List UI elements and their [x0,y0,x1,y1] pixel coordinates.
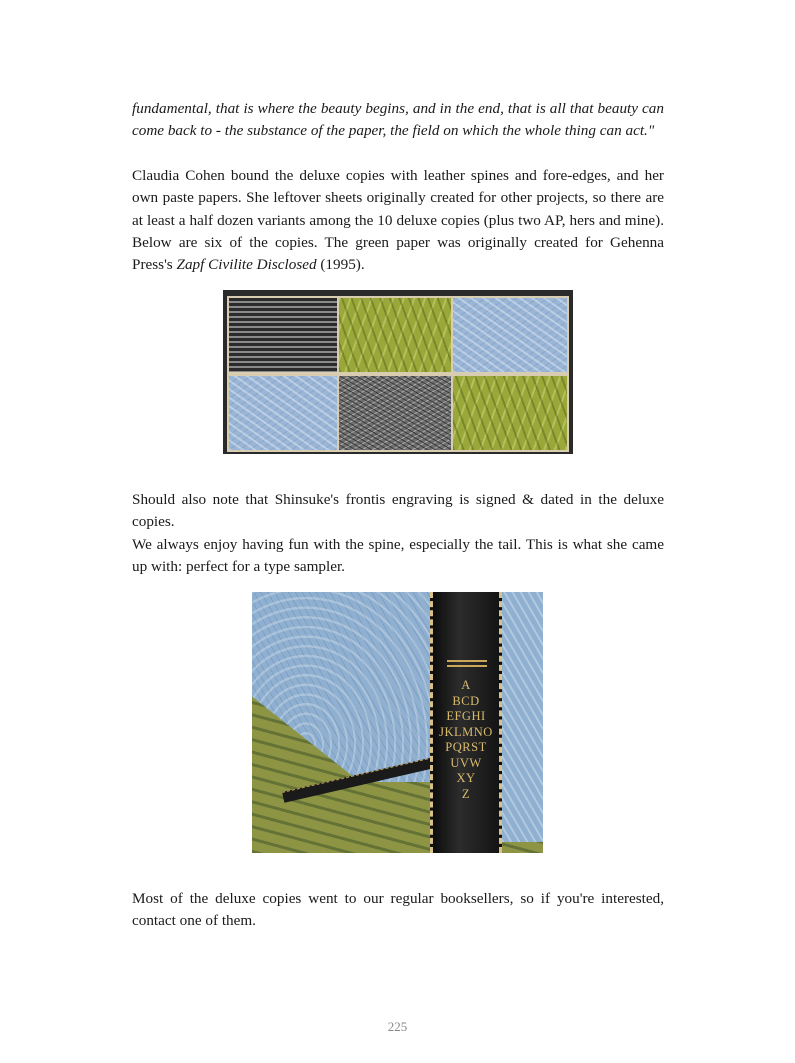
deluxe-intro-text: Claudia Cohen bound the deluxe copies with leather spines and fore-edges, and her own paste papers. She leftover sheets originally created for other projects, so there are at least a half dozen variants among the 10 deluxe copies (plus two AP, hers and mine). Below are six of the copies. The green paper was originally created for Gehenna Press's [132,167,664,274]
spine-line: A [461,678,471,692]
spine-rule-top [447,660,487,662]
spine-tail-photo [252,592,543,853]
spine-rule-top-2 [447,665,487,667]
copy-grey-fern-paper [337,374,453,452]
paste-paper-board [252,592,432,782]
copy-black-striped [227,296,339,374]
booksellers-paragraph: Most of the deluxe copies went to our regular booksellers, so if you're interested, contact one of them. [132,890,664,930]
spine-line: UVW [450,755,482,770]
copy-green-paste-paper [337,296,453,374]
frontis-paragraph: Should also note that Shinsuke's frontis engraving is signed & dated in the deluxe copies. [132,491,664,531]
copy-blue-paste-paper [451,296,569,374]
spine-line: BCD [452,693,480,708]
copy-green-paste-paper-2 [451,374,569,452]
paste-paper-board-back [502,592,543,842]
spine-type-sampler [433,678,499,802]
quote-continuation: fundamental, that is where the beauty begins, and in the end, that is all that beauty can come back to - the substance of the paper, the field on which the whole thing can act." [132,100,664,140]
spine-line: JKLMNO [439,724,493,739]
deluxe-copies-photo [223,290,573,454]
deluxe-copies-paragraph [132,165,664,276]
spine-line: PQRST [445,740,487,754]
spine-paragraph: We always enjoy having fun with the spine, especially the tail. This is what she came up with: perfect for a type sampler. [132,536,664,576]
spine-line: XY [456,771,476,785]
leather-spine [430,592,502,853]
copy-blue-paste-paper-2 [227,374,339,452]
spine-line: EFGHI [446,709,486,723]
page-number: 225 [387,1019,408,1034]
book-title-reference: Zapf Civilite Disclosed [176,256,317,274]
spine-line: Z [461,786,471,801]
deluxe-intro-end-text: (1995). [316,256,365,274]
